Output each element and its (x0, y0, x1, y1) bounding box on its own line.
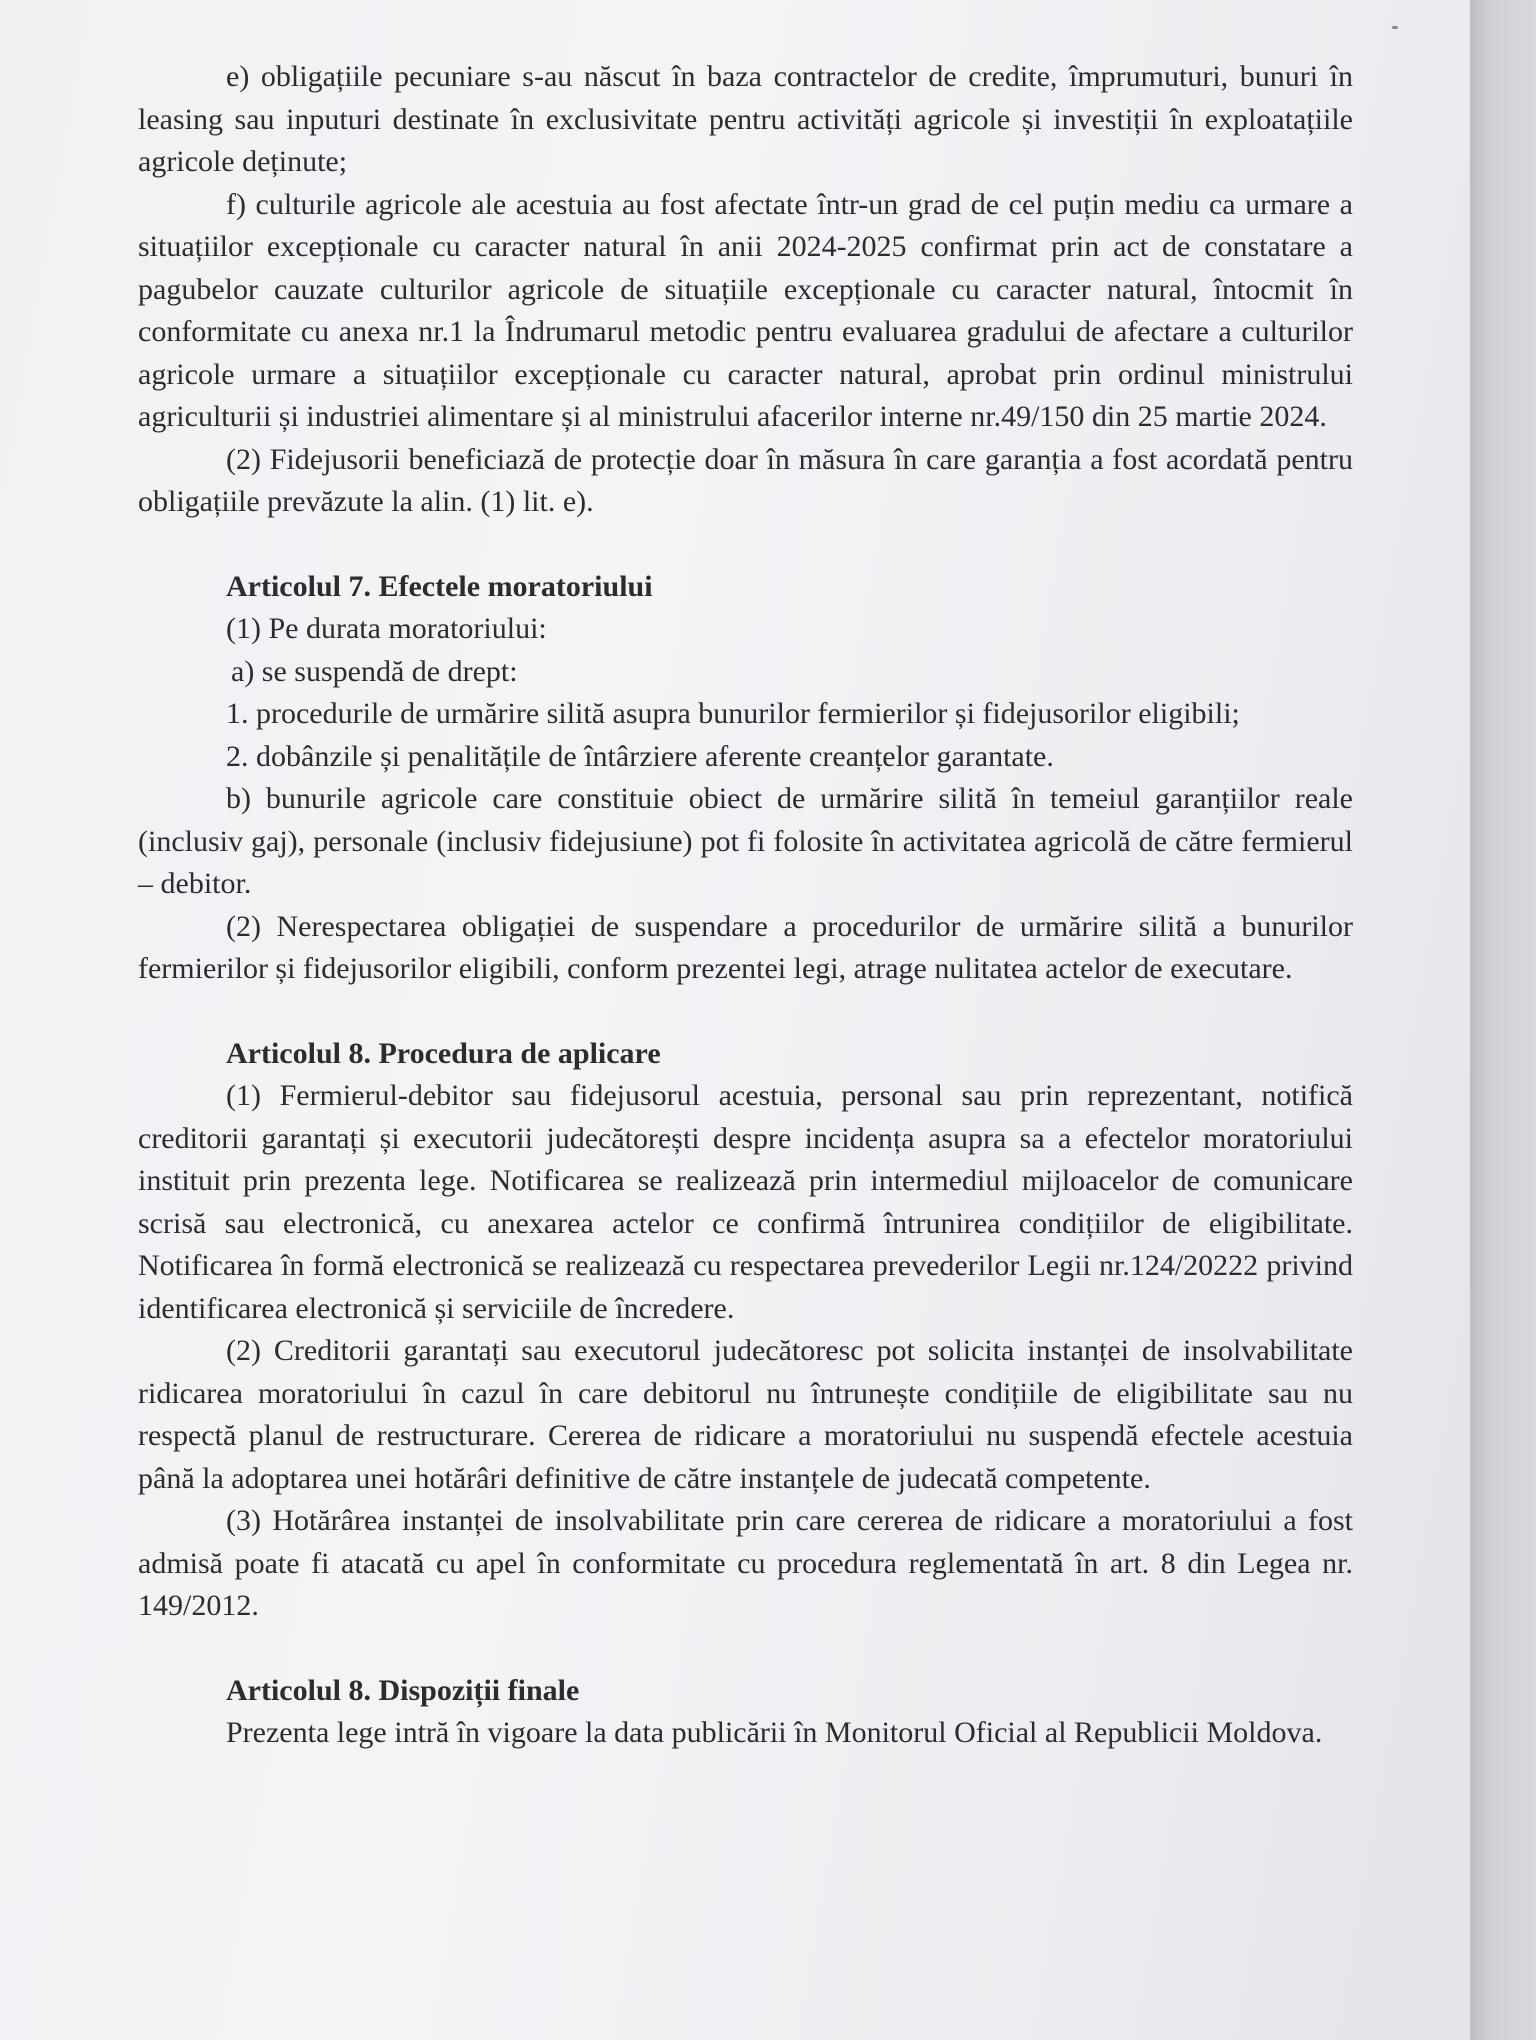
article-8-heading: Articolul 8. Procedura de aplicare (226, 1036, 661, 1070)
clause-f: f) culturile agricole ale acestuia au fost afectate într-un grad de cel puțin mediu ca urmare a situațiilor excepționale cu caracter natural în anii 2024-2025 confirmat prin act de constatare a pagubelor cauzate culturilor agricole de situațiile excepționale cu caracter natural, întocmit în conformitate cu anexa nr.1 la Îndrumarul metodic pentru evaluarea gradului de afectare a culturilor agricole urmare a situațiilor excepționale cu caracter natural, aprobat prin ordinul ministrului agriculturii și industriei alimentare și al ministrului afacerilor interne nr.49/150 din 25 martie 2024. (138, 187, 1353, 433)
article-7-heading: Articolul 7. Efectele moratoriului (226, 569, 653, 603)
paper-speck (1392, 26, 1398, 29)
article-8-para-1: (1) Fermierul-debitor sau fidejusorul acestuia, personal sau prin reprezentant, notifică creditorii garantați și executorii judecătorești despre incidența asupra sa a efectelor moratoriului instituit prin prezenta lege. Notificarea se realizează prin intermediul mijloacelor de comunicare scrisă sau electronică, cu anexarea actelor ce confirmă întrunirea condițiilor de eligibilitate. Notificarea în formă electronică se realizează cu respectarea prevederilor Legii nr.124/20222 privind identificarea electronică și serviciile de încredere. (138, 1079, 1353, 1325)
paragraph-2-guarantors: (2) Fidejusorii beneficiază de protecție doar în măsura în care garanția a fost acordată pentru obligațiile prevăzute la alin. (1) lit. e). (138, 442, 1353, 518)
clause-e: e) obligațiile pecuniare s-au născut în baza contractelor de credite, împrumuturi, bunuri în leasing sau inputuri destinate în exclusivitate pentru activități agricole și investiții în exploatațiile agricole deținute; (138, 60, 1353, 178)
final-provisions-heading: Articolul 8. Dispoziții finale (226, 1673, 580, 1707)
article-8-para-3: (3) Hotărârea instanței de insolvabilitate prin care cererea de ridicare a moratoriului a fost admisă poate fi atacată cu apel în conformitate cu procedura reglementată în art. 8 din Legea nr. 149/2012. (138, 1504, 1353, 1622)
article-7-para-1: (1) Pe durata moratoriului: (226, 612, 547, 645)
article-7-point-b: b) bunurile agricole care constituie obiect de urmărire silită în temeiul garanțiilor reale (inclusiv gaj), personale (inclusiv fidejusiune) pot fi folosite în activitatea agricolă de către fermierul – debitor. (138, 782, 1353, 900)
page-edge-background (1470, 0, 1536, 2040)
article-7-para-2: (2) Nerespectarea obligației de suspendare a procedurilor de urmărire silită a bunurilor fermierilor și fidejusorilor eligibili, conform prezentei legi, atrage nulitatea actelor de executare. (138, 909, 1353, 985)
article-7-item-2: 2. dobânzile și penalitățile de întârziere aferente creanțelor garantate. (226, 739, 1054, 773)
article-7-item-1: 1. procedurile de urmărire silită asupra bunurilor fermierilor și fidejusorilor eligibili; (226, 697, 1240, 730)
final-provisions-text: Prezenta lege intră în vigoare la data publicării în Monitorul Oficial al Republicii Moldova. (226, 1716, 1323, 1749)
article-8-para-2: (2) Creditorii garantați sau executorul judecătoresc pot solicita instanței de insolvabilitate ridicarea moratoriului în cazul în care debitorul nu întrunește condițiile de eligibilitate sau nu respectă planul de restructurare. Cererea de ridicare a moratoriului nu suspendă efectele acestuia până la adoptarea unei hotărâri definitive de către instanțele de judecată competente. (138, 1334, 1353, 1495)
document-body (138, 56, 1353, 1755)
article-7-point-a: a) se suspendă de drept: (231, 654, 518, 688)
